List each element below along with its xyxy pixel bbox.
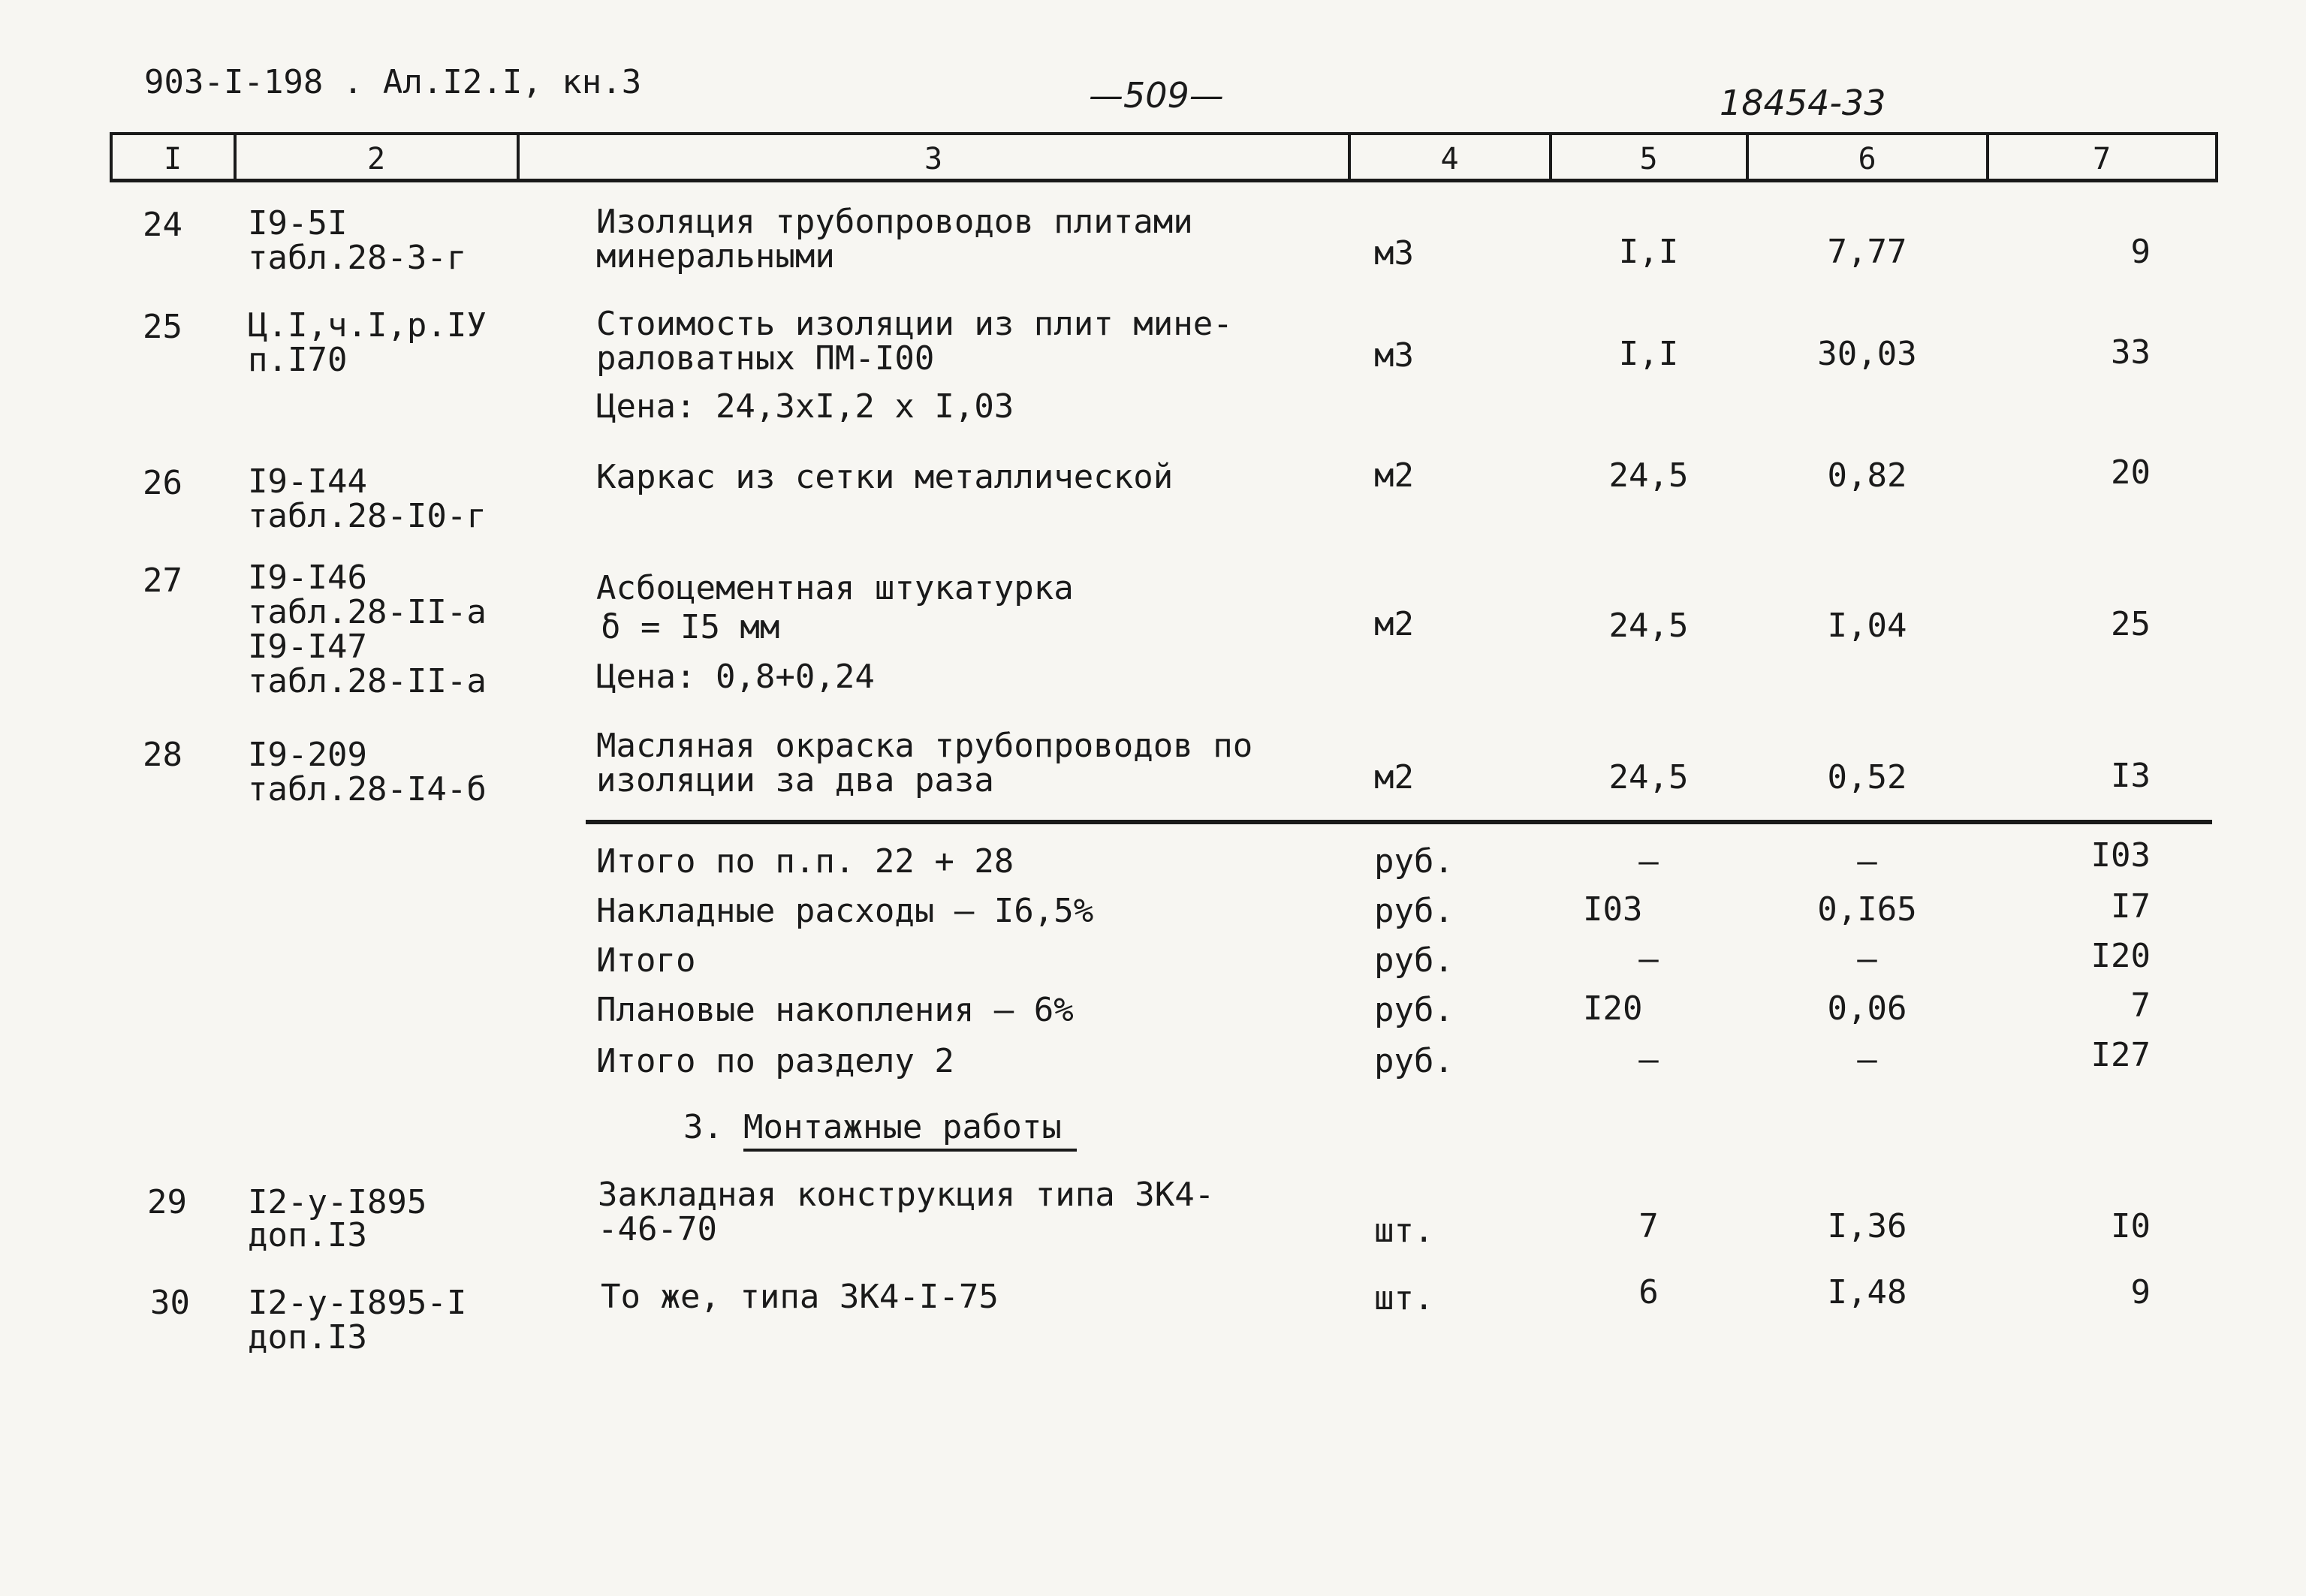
row-price: 30,03 (1817, 335, 1917, 373)
row-code: доп.I3 (248, 1216, 367, 1254)
row-number: 24 (143, 206, 182, 244)
row-description: Масляная окраска трубопроводов по (596, 727, 1253, 765)
row-unit: м2 (1374, 605, 1414, 643)
row-total: 33 (2111, 333, 2151, 372)
row-price-note: Цена: 24,3хI,2 х I,03 (596, 387, 1014, 426)
header-bottom-rule (110, 179, 2218, 182)
totals-label: Итого по п.п. 22 + 28 (596, 842, 1014, 881)
column-header: 7 (2092, 142, 2112, 176)
totals-label: Плановые накопления – 6% (596, 991, 1074, 1029)
row-number: 27 (143, 562, 182, 600)
row-code: табл.28-3-г (248, 239, 467, 277)
row-code: табл.28-II-а (248, 662, 487, 700)
column-header: 5 (1639, 142, 1658, 176)
row-code: Ц.I,ч.I,р.IУ (248, 306, 487, 345)
row-description: Асбоцементная штукатурка (596, 569, 1074, 607)
totals-unit: руб. (1374, 991, 1454, 1029)
row-total: 9 (2130, 1273, 2151, 1311)
page-number: —509— (1089, 75, 1224, 116)
doc-code: 903-I-198 . Ал.I2.I, кн.3 (144, 63, 642, 101)
totals-unit: руб. (1374, 941, 1454, 980)
totals-unit: руб. (1374, 1042, 1454, 1080)
totals-quantity: – (1638, 940, 1659, 978)
column-header: 2 (366, 142, 386, 176)
row-code: I9-I44 (248, 462, 367, 501)
totals-total: 7 (2130, 986, 2151, 1025)
row-total: 9 (2130, 233, 2151, 271)
row-number: 25 (143, 308, 182, 346)
column-header: 3 (924, 142, 943, 176)
row-unit: м3 (1374, 336, 1414, 375)
column-header: 6 (1858, 142, 1876, 176)
column-header: I (163, 142, 182, 176)
row-description: δ = I5 мм (601, 608, 780, 646)
totals-unit: руб. (1374, 842, 1454, 881)
totals-total: I7 (2111, 887, 2151, 926)
totals-quantity: – (1638, 1040, 1659, 1079)
totals-rate: 0,06 (1827, 989, 1907, 1028)
row-price: 0,52 (1827, 758, 1907, 796)
row-price-note: Цена: 0,8+0,24 (596, 658, 875, 696)
row-number: 30 (150, 1284, 190, 1322)
row-quantity: I,I (1618, 335, 1679, 373)
row-price: I,04 (1827, 607, 1907, 645)
row-code: доп.I3 (248, 1318, 367, 1357)
row-code: I2-у-I895 (248, 1183, 427, 1221)
row-description: То же, типа ЗК4-I-75 (601, 1278, 999, 1316)
row-quantity: 24,5 (1608, 607, 1689, 645)
row-total: I3 (2111, 757, 2151, 795)
totals-label: Итого по разделу 2 (596, 1042, 954, 1080)
row-description: минеральными (596, 237, 835, 276)
row-code: табл.28-I0-г (248, 497, 487, 535)
row-description: -46-70 (598, 1210, 717, 1248)
row-code: I9-209 (248, 736, 367, 774)
row-description: Закладная конструкция типа ЗК4- (598, 1176, 1215, 1214)
row-code: табл.28-II-а (248, 593, 487, 631)
totals-rate: 0,I65 (1817, 890, 1917, 929)
row-total: I0 (2111, 1207, 2151, 1245)
row-code: табл.28-I4-б (248, 770, 487, 809)
totals-label: Итого (596, 941, 696, 980)
row-description: Изоляция трубопроводов плитами (596, 203, 1193, 241)
row-quantity: I,I (1618, 233, 1679, 271)
header-col-divider (2215, 132, 2218, 182)
section-number: 3. (683, 1108, 723, 1146)
row-code: I2-у-I895-I (248, 1284, 467, 1322)
row-quantity: 24,5 (1608, 456, 1689, 495)
summary-rule (586, 820, 2212, 824)
totals-rate: – (1857, 842, 1877, 881)
row-price: I,36 (1827, 1207, 1907, 1245)
totals-rate: – (1857, 1040, 1877, 1079)
row-code: I9-5I (248, 204, 348, 242)
row-price: I,48 (1827, 1273, 1907, 1311)
totals-quantity: I03 (1583, 890, 1643, 929)
row-number: 26 (143, 464, 182, 502)
section-title: Монтажные работы (743, 1111, 1077, 1152)
totals-total: I20 (2090, 937, 2151, 975)
row-number: 29 (147, 1183, 187, 1221)
row-total: 20 (2111, 453, 2151, 492)
totals-quantity: I20 (1583, 989, 1643, 1028)
totals-quantity: – (1638, 842, 1659, 881)
header-top-rule (110, 132, 2218, 135)
row-quantity: 7 (1638, 1207, 1659, 1245)
totals-total: I27 (2090, 1036, 2151, 1074)
row-price: 0,82 (1827, 456, 1907, 495)
row-code: п.I70 (248, 341, 348, 379)
row-quantity: 24,5 (1608, 758, 1689, 796)
row-unit: шт. (1374, 1212, 1434, 1250)
row-quantity: 6 (1638, 1273, 1659, 1311)
row-unit: м3 (1374, 234, 1414, 273)
totals-rate: – (1857, 940, 1877, 978)
row-total: 25 (2111, 605, 2151, 643)
row-description: Стоимость изоляции из плит мине- (596, 305, 1233, 343)
row-unit: м2 (1374, 758, 1414, 796)
totals-total: I03 (2090, 836, 2151, 875)
row-price: 7,77 (1827, 233, 1907, 271)
row-code: I9-I47 (248, 628, 367, 666)
row-description: Каркас из сетки металлической (596, 458, 1174, 496)
sheet-number: 18454-33 (1720, 83, 1886, 123)
column-header: 4 (1440, 142, 1459, 176)
row-unit: шт. (1374, 1279, 1434, 1317)
row-code: I9-I46 (248, 559, 367, 597)
row-description: раловатных ПМ-I00 (596, 339, 935, 378)
totals-unit: руб. (1374, 892, 1454, 930)
totals-label: Накладные расходы – I6,5% (596, 892, 1094, 930)
row-number: 28 (143, 736, 182, 774)
row-description: изоляции за два раза (596, 761, 994, 800)
row-unit: м2 (1374, 456, 1414, 495)
